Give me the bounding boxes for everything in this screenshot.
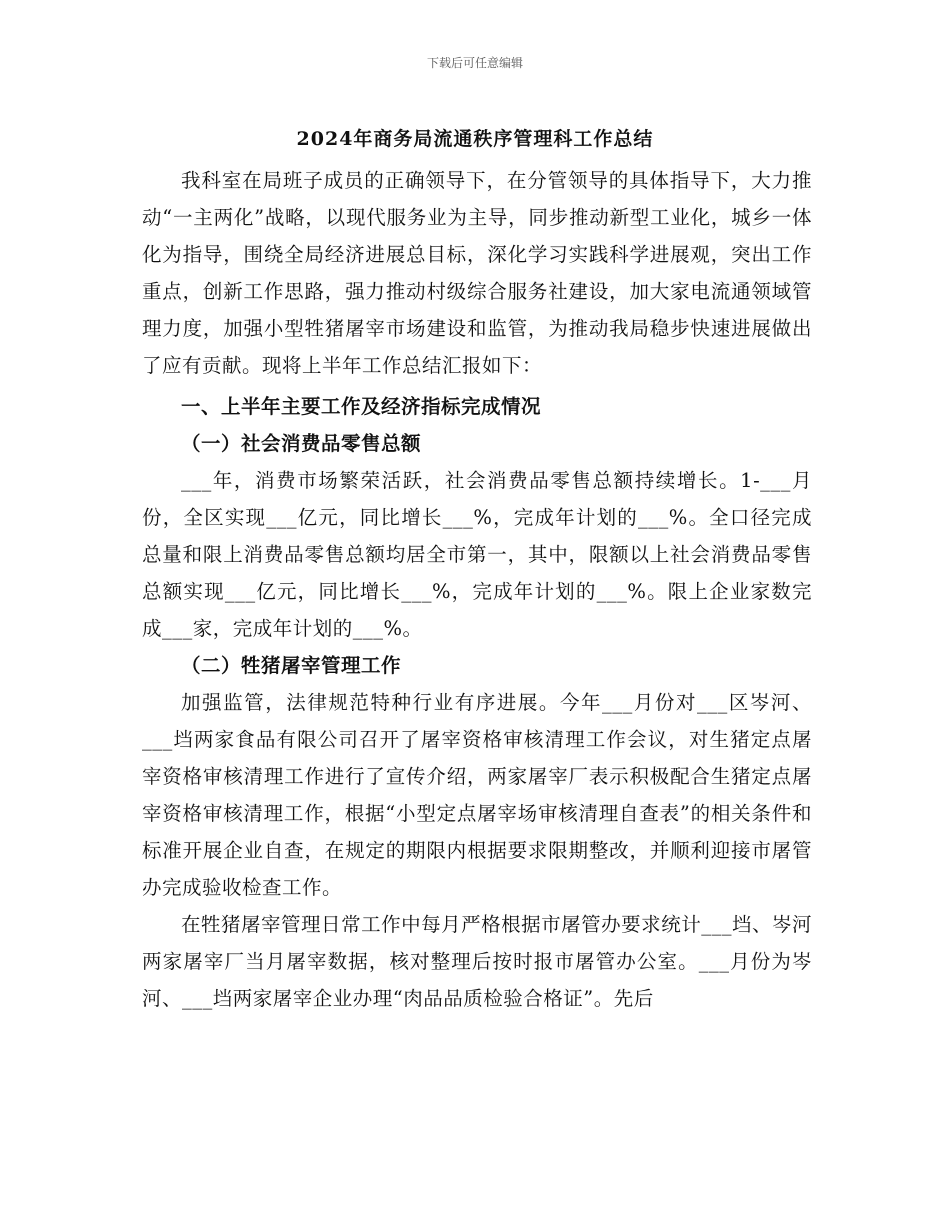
subsection-heading: （一）社会消费品零售总额 [181,432,422,455]
section-heading: 一、上半年主要工作及经济指标完成情况 [181,395,542,418]
slaughter-paragraph: 加强监管，法律规范特种行业有序进展。今年___月份对___区岑河、___垱两家食品有限公司召开了屠宰资格审核清理工作会议，对生猪定点屠宰资格审核清理工作进行了宣传介绍，两家屠宰厂表示积极配合生猪定点屠宰资格审核清理工作，根据“小型定点屠宰场审核清理自查表”的相关条件和标准开展企业自查，在规定的期限内根据要求限期整改，并顺利迎接市屠管办完成验收检查工作。 [142,691,812,899]
subsection-heading: （二）牲猪屠宰管理工作 [181,654,402,677]
retail-sales-paragraph: ___年，消费市场繁荣活跃，社会消费品零售总额持续增长。1-___月份，全区实现___亿元，同比增长___%，完成年计划的___%。全口径完成总量和限上消费品零售总额均居全市第一，其中，限额以上社会消费品零售总额实现___亿元，同比增长___%，完成年计划的___%。限上企业家数完成___家，完成年计划的___%。 [142,469,812,640]
document-body [142,162,812,1017]
slaughter-paragraph: 在牲猪屠宰管理日常工作中每月严格根据市屠管办要求统计___垱、岑河两家屠宰厂当月屠宰数据，核对整理后按时报市屠管办公室。___月份为岑河、___垱两家屠宰企业办理“肉品品质检验合格证”。先后 [142,913,812,1010]
intro-paragraph: 我科室在局班子成员的正确领导下，在分管领导的具体指导下，大力推动“一主两化”战略，以现代服务业为主导，同步推动新型工业化，城乡一体化为指导，围绕全局经济进展总目标，深化学习实践科学进展观，突出工作重点，创新工作思路，强力推动村级综合服务社建设，加大家电流通领域管理力度，加强小型牲猪屠宰市场建设和监管，为推动我局稳步快速进展做出了应有贡献。现将上半年工作总结汇报如下： [142,169,812,377]
header-note: 下载后可任意编辑 [426,56,523,70]
document-title: 2024年商务局流通秩序管理科工作总结 [296,128,654,150]
